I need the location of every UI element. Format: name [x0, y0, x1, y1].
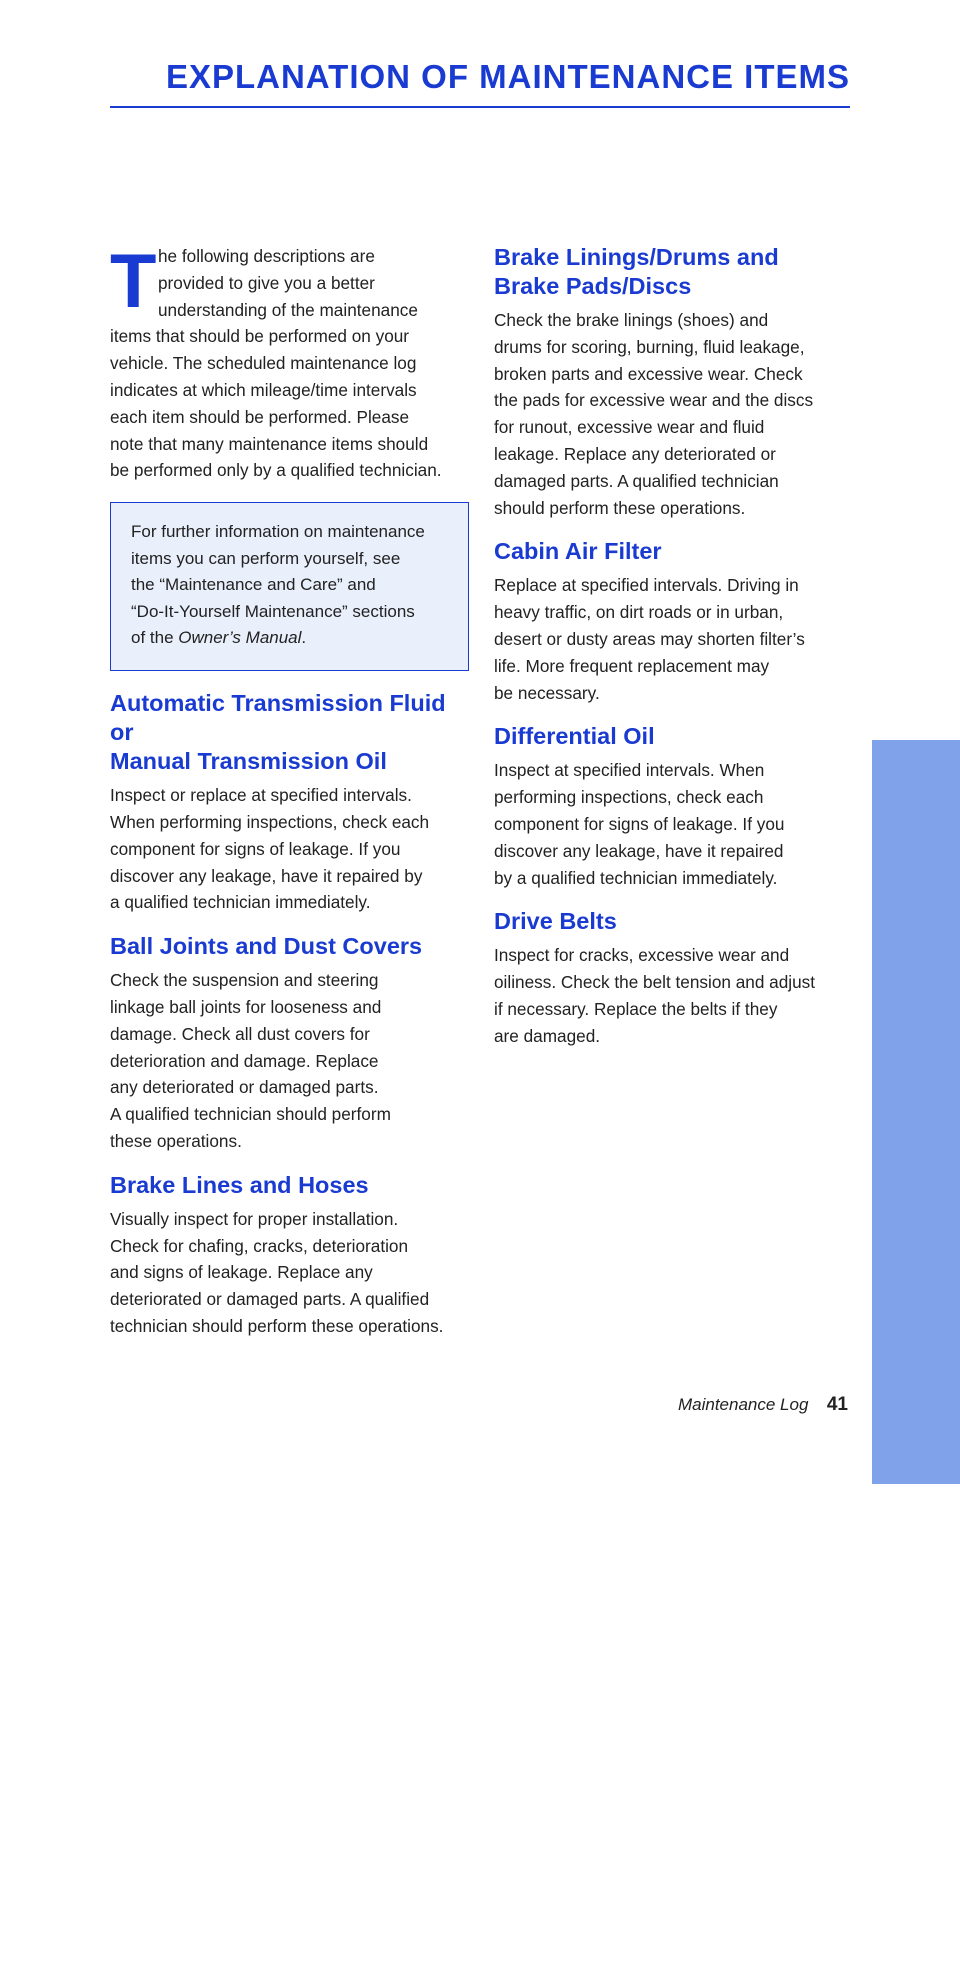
section-drive-belts — [494, 907, 824, 1049]
section-heading: Brake Lines and Hoses — [110, 1171, 369, 1198]
section-body: Check the brake linings (shoes) and drums for scoring, burning, fluid leakage, broken parts and excessive wear. Check the pads for excessive wear and the discs for runout, excessive wear and fluid leakage. Replace any deteriorated or damaged parts. A qualified technician should perform these operations. — [494, 310, 814, 518]
intro-text: he following descriptions are provided to give you a better understanding of the maintenance items that should be performed on your vehicle. The scheduled maintenance log indicates at which mileage/time intervals each item should be performed. Please note that many maintenance items should be performed only by a qualified technician. — [110, 246, 442, 481]
section-cabin-air-filter — [494, 537, 824, 706]
section-heading: Brake Linings/Drums and Brake Pads/Discs — [494, 244, 779, 299]
section-body: Inspect or replace at specified intervals. When performing inspections, check each component for signs of leakage. If you discover any leakage, have it repaired by a qualified technician immediately. — [110, 785, 430, 913]
section-heading: Differential Oil — [494, 723, 655, 750]
callout-suffix: . — [301, 628, 307, 648]
section-heading: Automatic Transmission Fluid or Manual Transmission Oil — [110, 690, 446, 775]
callout-text — [131, 519, 450, 652]
section-heading: Cabin Air Filter — [494, 538, 662, 565]
section-body: Replace at specified intervals. Driving in heavy traffic, on dirt roads or in urban, desert or dusty areas may shorten filter’s life. More frequent replacement may be necessary. — [494, 575, 805, 703]
section-body: Inspect for cracks, excessive wear and oiliness. Check the belt tension and adjust if necessary. Replace the belts if they are damaged. — [494, 945, 816, 1046]
right-column — [494, 243, 824, 1050]
page-number: 41 — [826, 1394, 848, 1415]
section-body: Visually inspect for proper installation. Check for chafing, cracks, deterioration and signs of leakage. Replace any deteriorated or damaged parts. A qualified technician should perform these operations. — [110, 1208, 444, 1336]
callout-emphasis: Owner’s Manual — [178, 628, 302, 648]
page-title: EXPLANATION OF MAINTENANCE ITEMS — [165, 58, 850, 95]
page-footer — [678, 1394, 848, 1416]
section-transmission — [110, 689, 470, 916]
section-brake-lines — [110, 1171, 470, 1340]
section-heading: Drive Belts — [494, 908, 617, 935]
footer-label: Maintenance Log — [677, 1395, 809, 1414]
section-ball-joints — [110, 932, 470, 1155]
intro-paragraph — [110, 239, 470, 484]
section-body: Inspect at specified intervals. When performing inspections, check each component for signs of leakage. If you discover any leakage, have it repaired by a qualified technician immediately. — [494, 760, 785, 888]
section-brake-linings — [494, 243, 824, 521]
section-body: Check the suspension and steering linkage ball joints for looseness and damage. Check all dust covers for deterioration and damage. Replace any deteriorated or damaged parts. A qualified technician should perform these operations. — [110, 970, 391, 1151]
left-column — [110, 239, 470, 1340]
header-divider — [110, 106, 850, 108]
drop-cap: T — [110, 239, 157, 324]
section-side-tab — [872, 740, 960, 1974]
section-differential-oil — [494, 722, 824, 891]
section-heading: Ball Joints and Dust Covers — [110, 933, 423, 960]
side-tab-label: MAINTENANCE — [897, 1730, 930, 1974]
info-callout-box — [110, 502, 469, 671]
callout-text-main: For further information on maintenance items you can perform yourself, see the “Maintenance and Care” and “Do-It-Yourself Maintenance” sections of the — [131, 522, 425, 648]
